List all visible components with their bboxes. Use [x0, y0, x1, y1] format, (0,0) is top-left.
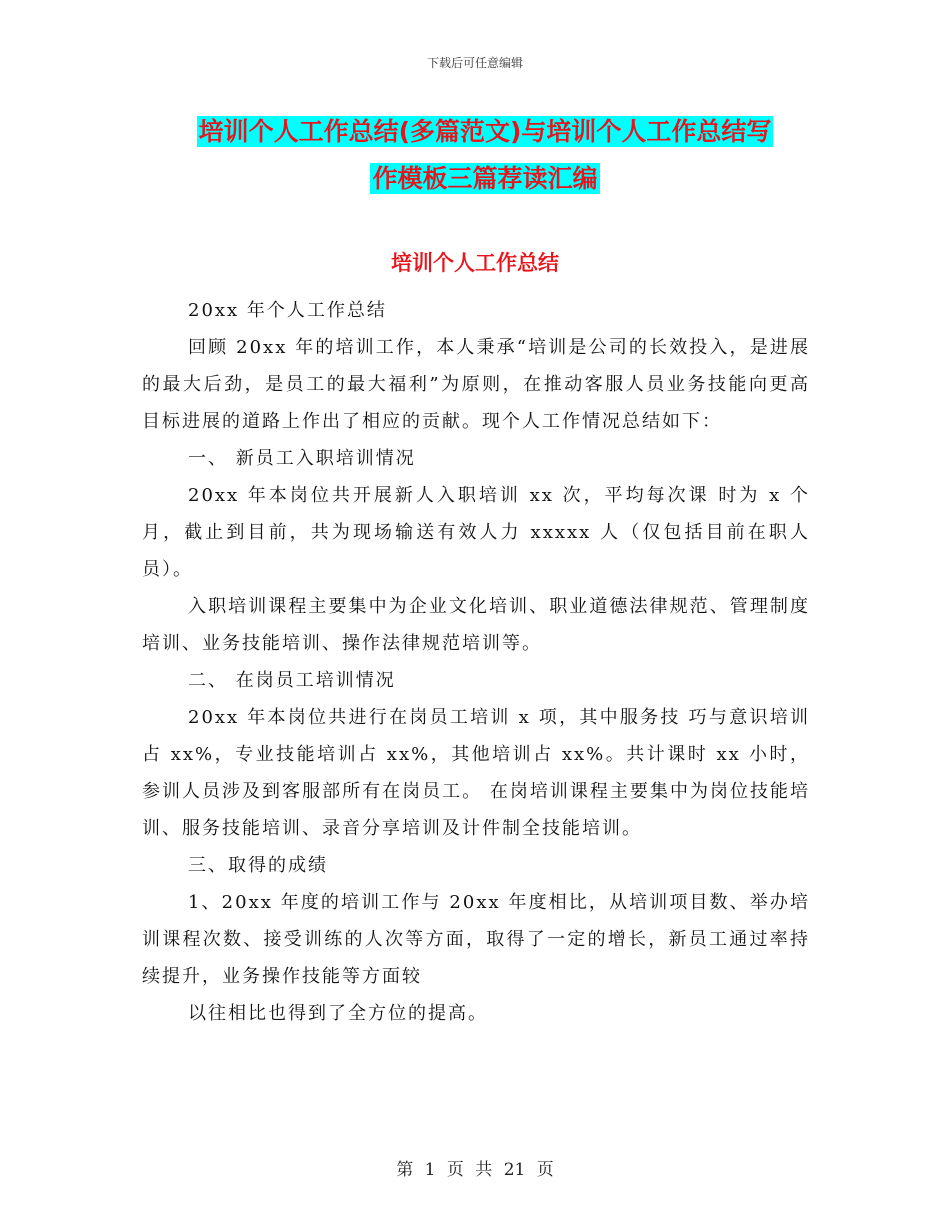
paragraph-achievement-1-cont: 以往相比也得到了全方位的提高。	[188, 1003, 488, 1024]
section-title: 培训个人工作总结	[391, 251, 559, 275]
paragraph-achievement-1: 1、20xx 年度的培训工作与 20xx 年度相比，从培训项目数、举办培训课程次数、接受训练的人次等方面，取得了一定的增长，新员工通过率持续提升，业务操作技能等方面较	[142, 892, 810, 987]
heading-onjob-training: 二、 在岗员工培训情况	[188, 670, 396, 691]
heading-new-employee-training: 一、 新员工入职培训情况	[188, 448, 416, 469]
document-title	[140, 108, 830, 202]
paragraph-new-employee-stats: 20xx 年本岗位共开展新人入职培训 xx 次，平均每次课 时为 x 个月，截止到目前，共为现场输送有效人力 xxxxx 人（仅包括目前在职人员）。	[142, 485, 810, 580]
body-text	[142, 292, 810, 1032]
paragraph-new-employee-courses: 入职培训课程主要集中为企业文化培训、职业道德法律规范、管理制度培训、业务技能培训、操作法律规范培训等。	[142, 596, 810, 654]
title-line-2: 作模板三篇荐读汇编	[372, 164, 598, 193]
paragraph-onjob-stats: 20xx 年本岗位共进行在岗员工培训 x 项，其中服务技 巧与意识培训占 xx%，专业技能培训占 xx%，其他培训占 xx%。共计课时 xx 小时，参训人员涉及到客服部所有在岗员工。 在岗培训课程主要集中为岗位技能培训、服务技能培训、录音分享培训及计件制全技能培训。	[142, 707, 810, 839]
paragraph-intro: 回顾 20xx 年的培训工作，本人秉承“培训是公司的长效投入，是进展的最大后劲，是员工的最大福利”为原则，在推动客服人员业务技能向更高目标进展的道路上作出了相应的贡献。现个人工作情况总结如下：	[142, 337, 810, 432]
paragraph-subtitle: 20xx 年个人工作总结	[188, 300, 387, 321]
page-footer: 第 1 页 共 21 页	[396, 1160, 554, 1180]
title-line-1: 培训个人工作总结(多篇范文)与培训个人工作总结写	[198, 117, 772, 146]
header-note: 下载后可任意编辑	[426, 56, 523, 70]
heading-achievements: 三、取得的成绩	[188, 855, 328, 876]
